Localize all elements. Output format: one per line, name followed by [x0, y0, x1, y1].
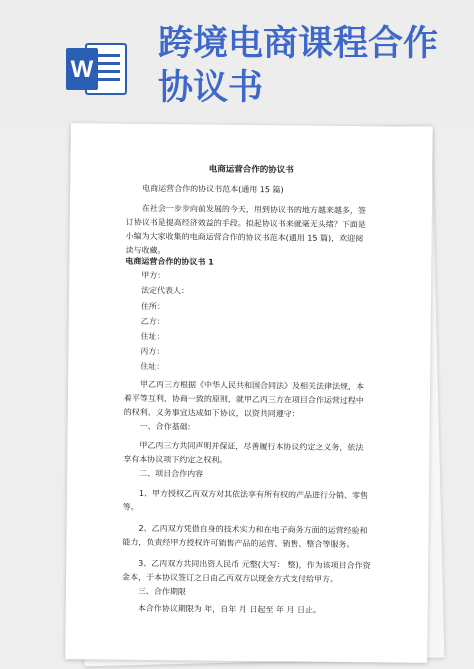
doc-line: 甲乙丙三方根据《中华人民共和国合同法》及相关法律法规，本 [140, 379, 365, 392]
doc-line: 在社会一步步向前发展的今天，用到协议书的地方越来越多，签 [141, 203, 366, 216]
banner-title [158, 22, 468, 110]
doc-line: 1、甲方授权乙丙双方对其依法享有所有权的产品进行分销、零售 [138, 488, 369, 501]
doc-line: 电商运营合作的协议书范本(通用 15 篇) [142, 183, 284, 195]
doc-line: 3、乙丙双方共同出资人民币 元整(大写： 整)，作为该项目合作资 [138, 558, 371, 571]
doc-line: 住址： [140, 361, 165, 372]
document-page [65, 123, 433, 663]
banner-title-line-1: 跨境电商课程合作 [158, 24, 439, 64]
doc-line: 住所： [140, 301, 165, 312]
doc-line: 金本，于本协议签订之日由乙丙双方以现金方式支付给甲方。 [122, 572, 339, 584]
doc-line: 订协议书是提高经济效益的手段。拟起协议书来就毫无头绪？下面是 [125, 217, 366, 230]
doc-line: 一、合作基础: [139, 421, 191, 432]
banner-title-line-2: 协议书 [158, 68, 264, 108]
document-title: 电商运营合作的协议书 [208, 164, 294, 176]
doc-line: 小编为大家收集的电商运营合作的协议书范本(通用 15 篇)，欢迎阅 [125, 231, 364, 244]
banner [0, 0, 474, 125]
word-document-icon [66, 40, 128, 98]
doc-line: 丙方： [140, 346, 165, 357]
doc-line: 甲乙丙三方共同声明并保证，尽善履行本协议约定之义务，依法 [139, 440, 364, 453]
doc-line: 等。 [122, 502, 139, 512]
section-heading: 电商运营合作的协议书 1 [125, 256, 214, 267]
doc-line: 二、项目合作内容 [139, 468, 204, 479]
doc-line: 住址： [140, 331, 165, 342]
doc-line: 能力，负责经甲方授权许可销售产品的运营、销售、整合等服务。 [122, 537, 355, 550]
word-icon-letter: W [70, 56, 94, 83]
doc-line: 甲方： [141, 270, 166, 281]
doc-line: 本合作协议期限为 年，自年 月 日起至 年 月 日止。 [137, 603, 322, 615]
doc-line: 着平等互利，协商一致的原则，就甲乙丙三方在项目合作运营过程中 [123, 393, 364, 406]
doc-line: 三、合作期限 [137, 586, 186, 597]
doc-line: 的权利、义务事宜达成如下协议，以资共同遵守： [123, 407, 300, 419]
doc-line: 法定代表人： [141, 285, 190, 296]
doc-line: 2、乙丙双方凭借自身的技术实力和在电子商务方面的运营经验和 [138, 523, 368, 536]
doc-line: 读与收藏。 [125, 245, 166, 256]
doc-line: 享有本协议项下约定之权利。 [123, 454, 228, 465]
doc-line: 乙方： [140, 316, 165, 327]
